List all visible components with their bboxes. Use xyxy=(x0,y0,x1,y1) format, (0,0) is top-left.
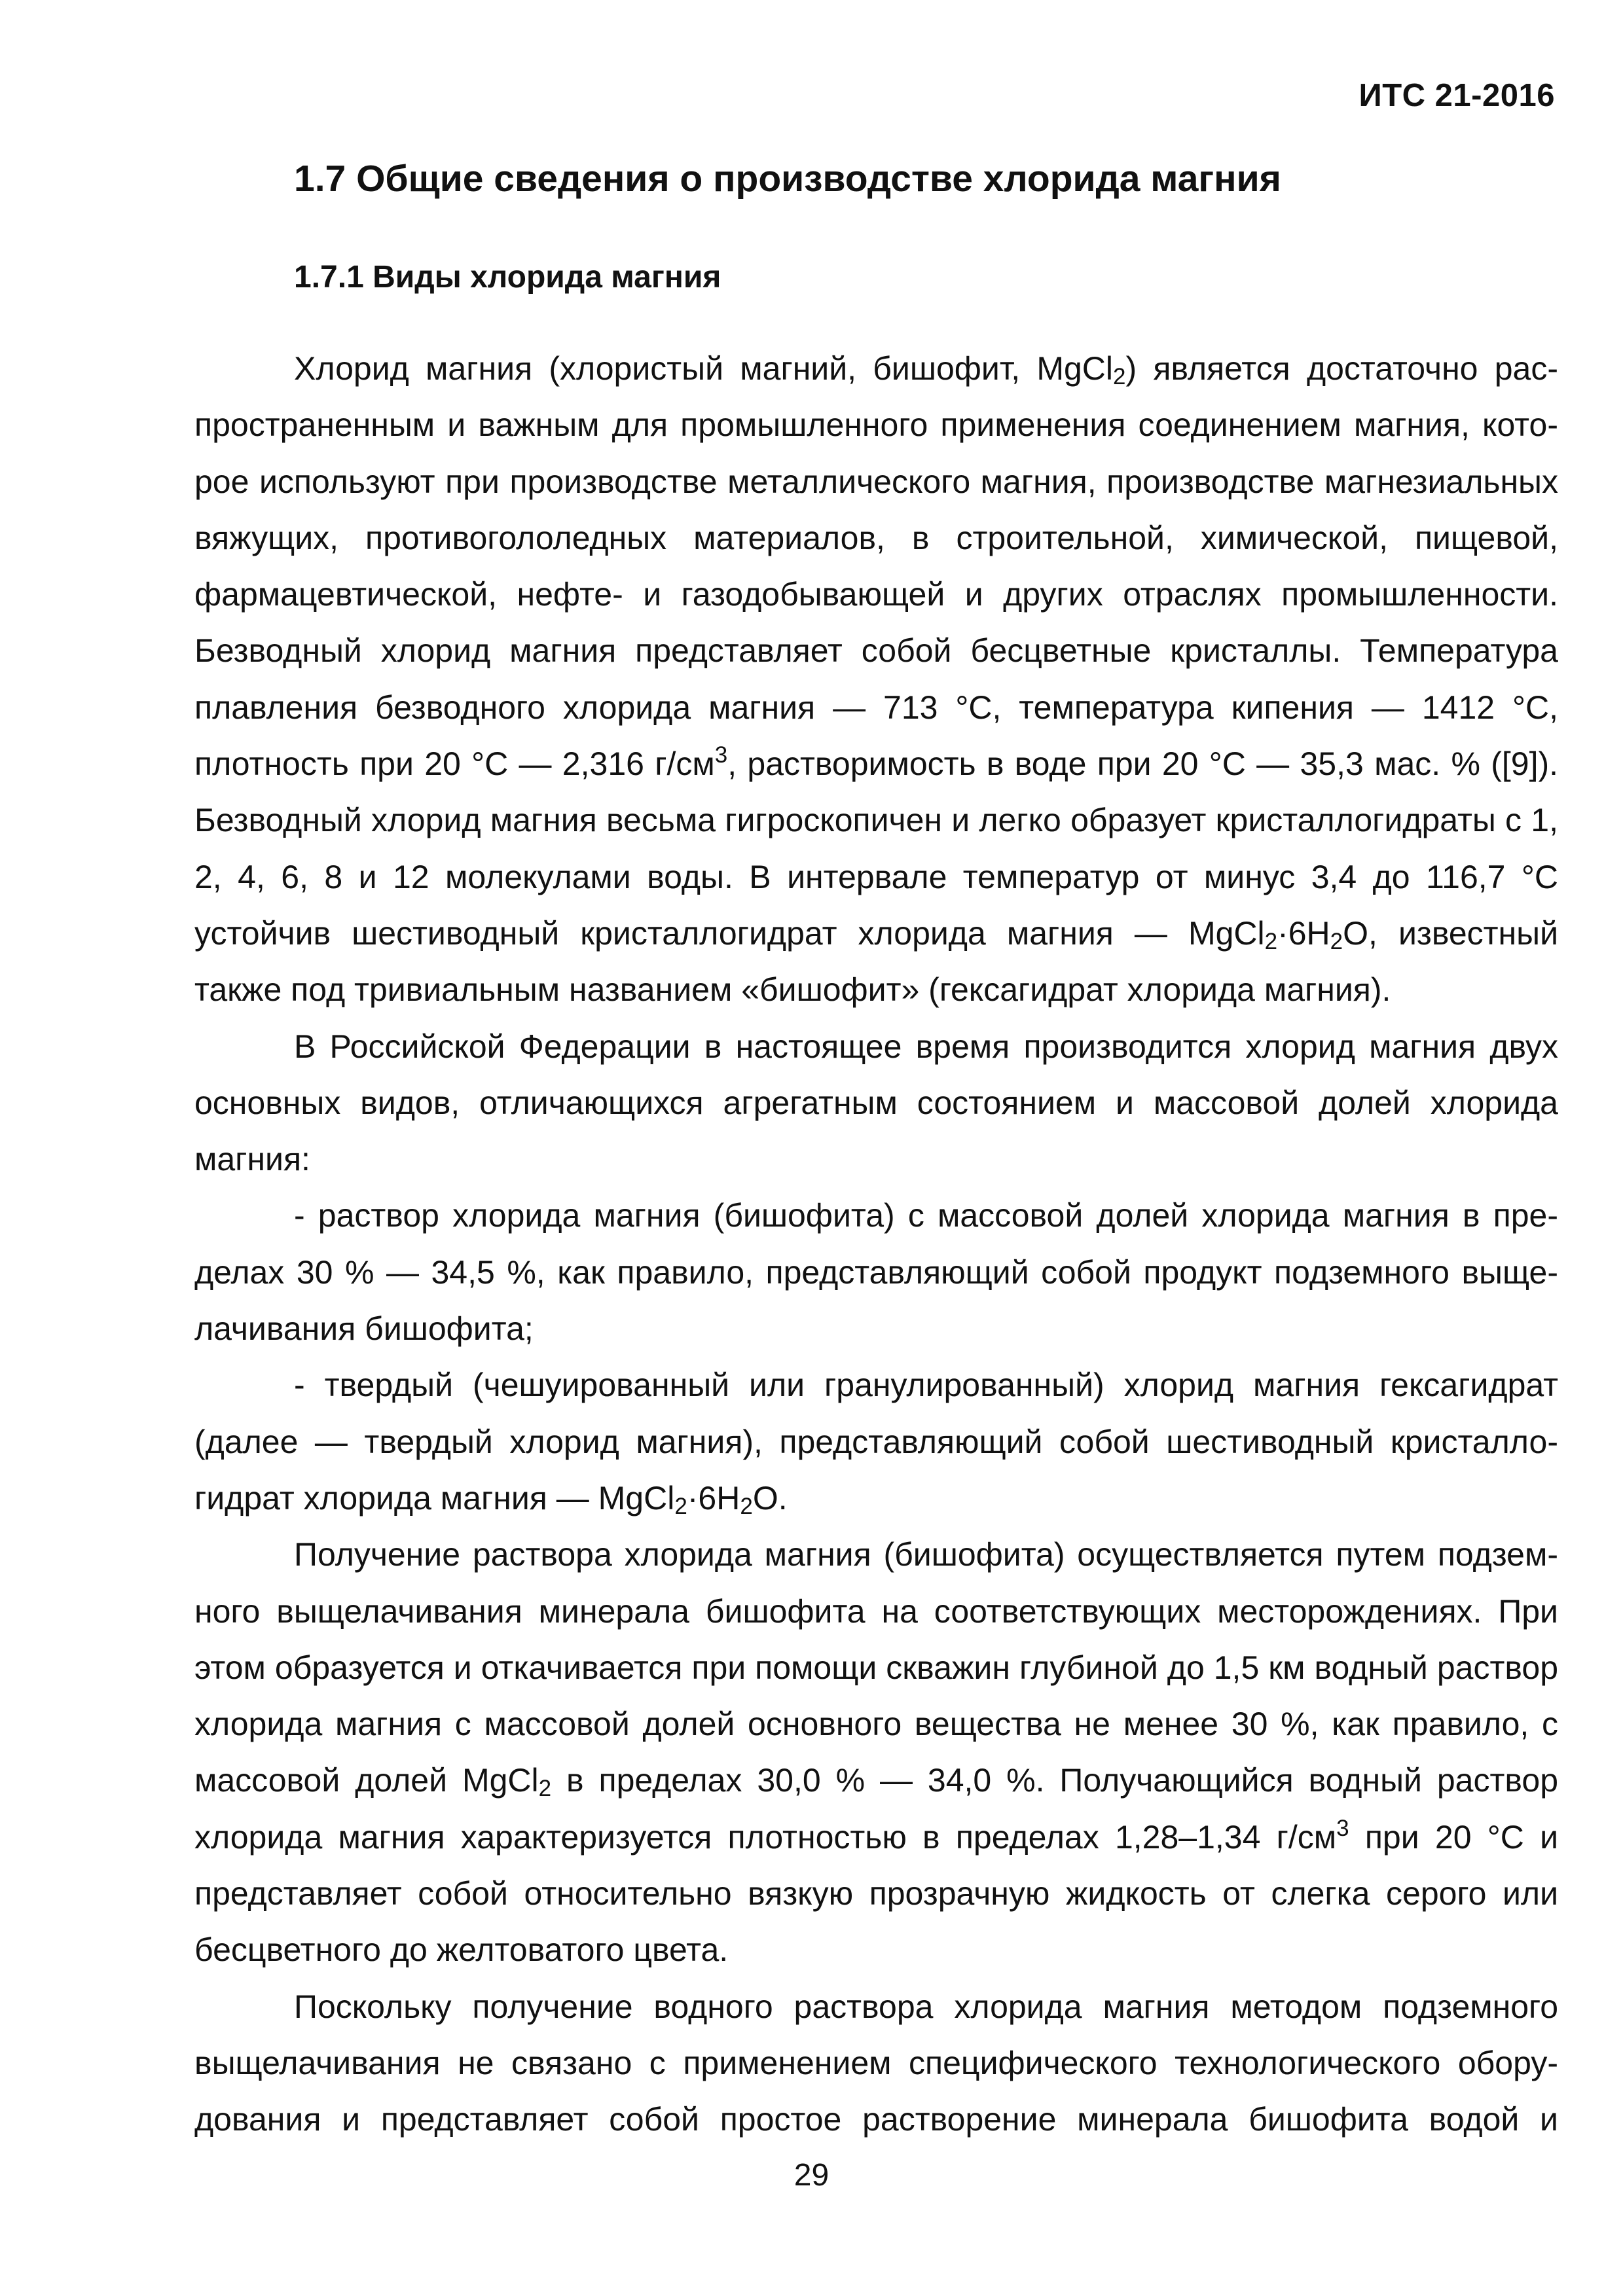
list-item: - твердый (чешуированный или гранулированный) хлорид магния гексагидрат (далее — твердый хлорид магния), представляющий собой шестиводный кристаллогидрат хлорида магния — $MgCl_2\cdot 6H_2O$. xyxy=(194,1367,1558,1519)
paragraph: Поскольку получение водного раствора хлорида магния методом подземного выщелачивания не связано с применением специфического технологического оборудования и представляет собой простое растворение минерала бишофита водой и xyxy=(194,1988,1558,2138)
document-code: ИТС 21-2016 xyxy=(1359,78,1555,113)
paragraph: В Российской Федерации в настоящее время производится хлорид магния двух основных видов, отличающихся агрегатным состоянием и массовой долей хлорида магния: xyxy=(194,1028,1558,1178)
page-number: 29 xyxy=(793,2158,830,2193)
subsection-title: 1.7.1 Виды хлорида магния xyxy=(294,260,721,295)
section-title: 1.7 Общие сведения о производстве хлорида магния xyxy=(294,158,1281,200)
paragraph: Получение раствора хлорида магния (бишофита) осуществляется путем подземного выщелачивания минерала бишофита на соответствующих месторождениях. При этом образуется и откачивается при помощи скважин глубиной до 1,5 км водный раствор хлорида магния с массовой долей основного вещества не менее 30 %, как правило, с массовой долей MgCl$_2$ в пределах 30,0 % — 34,0 %. Получающийся водный раствор хлорида магния характеризуется плотностью в пределах 1,28–1,34 $г/см^3$ при 20 °С и представляет собой относительно вязкую прозрачную жидкость от слегка серого или бесцветного до желтоватого цвета. xyxy=(194,1536,1559,1969)
paragraph: Хлорид магния (хлористый магний, бишофит, MgCl$_2$) является достаточно распространенным и важным для промышленного применения соединением магния, которое используют при производстве металлического магния, производстве магнезиальных вяжущих, противогололедных материалов, в строительной, химической, пищевой, фармацевтической, нефте- и газодобывающей и других отраслях промышленности. Безводный хлорид магния представляет собой бесцветные кристаллы. Температура плавления безводного хлорида магния — 713 °С, температура кипения — 1412 °С, плотность при 20 °С — 2,316 $г/см^3$, растворимость в воде при 20 °С — 35,3 мас. % ([9]). Безводный хлорид магния весьма гигроскопичен и легко образует кристаллогидраты с 1, 2, 4, 6, 8 и 12 молекулами воды. В интервале температур от минус 3,4 до 116,7 °С устойчив шестиводный кристаллогидрат хлорида магния — $MgCl_2\cdot 6H_2O$, известный также под тривиальным названием «бишофит» (гексагидрат хлорида магния). xyxy=(194,350,1559,1009)
list-item: - раствор хлорида магния (бишофита) с массовой долей хлорида магния в пределах 30 % — 34,5 %, как правило, представляющий собой продукт подземного выщелачивания бишофита; xyxy=(194,1197,1558,1348)
body-text xyxy=(194,340,1558,2148)
